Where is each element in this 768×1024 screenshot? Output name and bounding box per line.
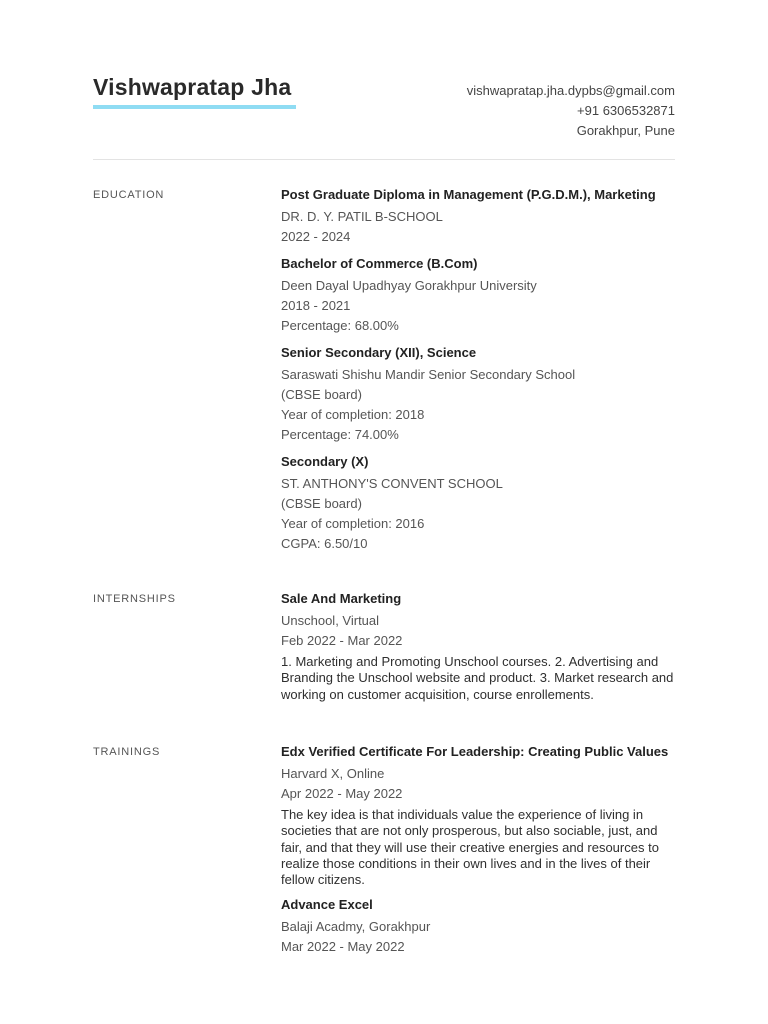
entry-line: Harvard X, Online — [281, 766, 385, 781]
entry-line: Apr 2022 - May 2022 — [281, 786, 403, 801]
internship-entries — [281, 591, 676, 712]
education-entry — [281, 345, 676, 445]
entry-description: The key idea is that individuals value the experience of living in societies that are not only prosperous, but also sociable, just, and fair, and that they will use their creative energies and resources to realize those conditions in their own lives and in the lives of their fellow citizens. — [281, 807, 659, 888]
entry-title: Post Graduate Diploma in Management (P.G.D.M.), Marketing — [281, 187, 656, 202]
entry-line: Feb 2022 - Mar 2022 — [281, 633, 403, 648]
entry-line: (CBSE board) — [281, 387, 362, 402]
entry-line: Percentage: 68.00% — [281, 318, 399, 333]
internship-entry — [281, 591, 676, 703]
entry-line: 2022 - 2024 — [281, 229, 351, 244]
entry-line: Unschool, Virtual — [281, 613, 380, 628]
entry-line: Percentage: 74.00% — [281, 427, 399, 442]
education-entry — [281, 256, 676, 336]
section-label-trainings: TRAININGS — [93, 746, 161, 758]
entry-line: Year of completion: 2018 — [281, 407, 425, 422]
entry-title: Sale And Marketing — [281, 591, 402, 606]
entry-line: Mar 2022 - May 2022 — [281, 939, 405, 955]
entry-line: (CBSE board) — [281, 496, 362, 511]
entry-line: CGPA: 6.50/10 — [281, 536, 368, 551]
entry-title: Secondary (X) — [281, 454, 369, 469]
entry-title: Bachelor of Commerce (B.Com) — [281, 256, 478, 271]
entry-description: 1. Marketing and Promoting Unschool courses. 2. Advertising and Branding the Unschool website and product. 3. Market research and working on customer acquisition, course enrollements. — [281, 654, 674, 702]
entry-title: Advance Excel — [281, 897, 373, 913]
entry-title: Edx Verified Certificate For Leadership: Creating Public Values — [281, 744, 669, 759]
section-label-education: EDUCATION — [93, 189, 165, 201]
entry-line: Balaji Acadmy, Gorakhpur — [281, 919, 431, 935]
entry-line: 2018 - 2021 — [281, 298, 351, 313]
resume-header — [93, 72, 675, 138]
entry-line: Year of completion: 2016 — [281, 516, 425, 531]
entry-line: ST. ANTHONY'S CONVENT SCHOOL — [281, 476, 503, 491]
training-entries — [281, 744, 676, 966]
section-label-internships: INTERNSHIPS — [93, 593, 176, 605]
education-entry — [281, 187, 676, 247]
entry-line: DR. D. Y. PATIL B-SCHOOL — [281, 209, 443, 224]
entry-line: Deen Dayal Upadhyay Gorakhpur University — [281, 278, 537, 293]
education-entry — [281, 454, 676, 554]
header-divider — [93, 159, 675, 160]
email-text[interactable]: vishwapratap.jha.dypbs@gmail.com — [466, 83, 675, 98]
training-entry — [281, 897, 676, 957]
name-underline — [93, 105, 296, 109]
phone-text: +91 6306532871 — [577, 103, 675, 118]
entry-line: Saraswati Shishu Mandir Senior Secondary School — [281, 367, 576, 382]
entry-title: Senior Secondary (XII), Science — [281, 345, 477, 360]
training-entry — [281, 744, 676, 888]
contact-info — [467, 81, 675, 141]
candidate-name: Vishwapratap Jha — [93, 74, 292, 100]
education-entries — [281, 187, 676, 563]
location-text: Gorakhpur, Pune — [576, 123, 675, 138]
